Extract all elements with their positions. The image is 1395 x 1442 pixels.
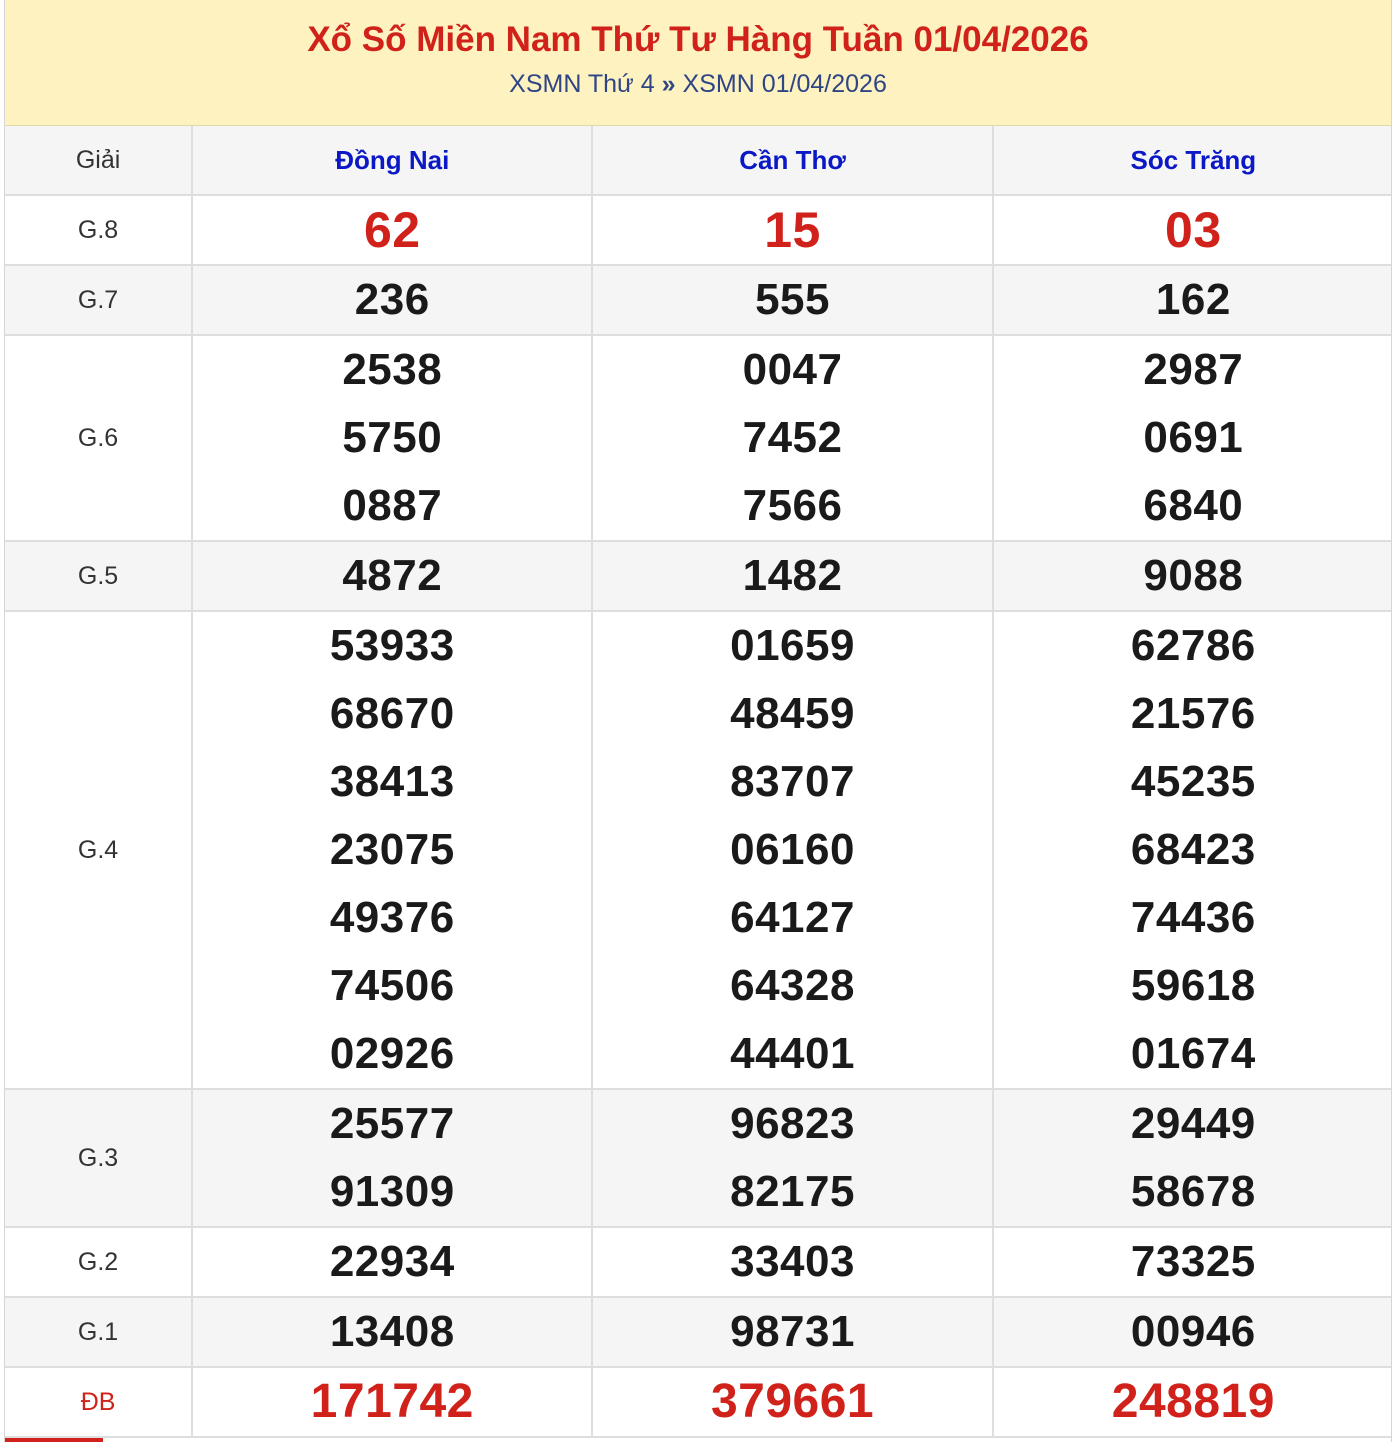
- result-number: 9088: [1143, 551, 1244, 600]
- table-row-g4: [5, 611, 1392, 1089]
- prize-label: G.4: [5, 611, 192, 1089]
- prize-label: G.1: [5, 1297, 192, 1367]
- result-number: 62: [363, 202, 421, 258]
- table-row-g2: [5, 1227, 1392, 1297]
- result-number: 6840: [1143, 481, 1244, 530]
- result-number: 236: [354, 275, 430, 324]
- result-cell: [993, 335, 1392, 541]
- result-number: 53933: [329, 621, 455, 670]
- special-prize-number: 379661: [710, 1375, 875, 1428]
- breadcrumb-separator: »: [661, 70, 676, 98]
- result-cell: [592, 1227, 992, 1297]
- result-number: 45235: [1130, 757, 1256, 806]
- result-cell: [993, 265, 1392, 335]
- prize-label: G.2: [5, 1227, 192, 1297]
- result-number: 7566: [742, 481, 843, 530]
- prize-label: G.6: [5, 335, 192, 541]
- result-cell: [993, 1089, 1392, 1227]
- result-number: 03: [1165, 202, 1222, 258]
- result-number: 96823: [730, 1099, 855, 1148]
- result-number: 22934: [329, 1237, 455, 1286]
- breadcrumb: [5, 68, 1391, 100]
- page-title: Xổ Số Miền Nam Thứ Tư Hàng Tuần 01/04/2026: [307, 20, 1089, 59]
- result-cell: [192, 335, 592, 541]
- result-cell: [993, 1227, 1392, 1297]
- result-number: 15: [764, 202, 821, 258]
- result-number: 0887: [342, 481, 443, 530]
- result-number: 0047: [742, 345, 843, 394]
- result-number: 25577: [329, 1099, 455, 1148]
- table-row-special: [5, 1367, 1392, 1437]
- bottom-accent-bar: [5, 1438, 103, 1442]
- breadcrumb-link-date[interactable]: XSMN 01/04/2026: [682, 70, 887, 98]
- result-cell: [592, 1089, 992, 1227]
- special-prize-number: 171742: [310, 1375, 474, 1428]
- results-frame: [4, 0, 1392, 1442]
- result-number: 21576: [1130, 689, 1256, 738]
- result-number: 64127: [730, 893, 855, 942]
- column-header-prize: Giải: [5, 126, 192, 195]
- result-number: 44401: [730, 1029, 855, 1078]
- result-number: 74506: [329, 961, 455, 1010]
- result-number: 82175: [730, 1167, 855, 1216]
- result-number: 00946: [1130, 1307, 1256, 1356]
- result-cell: [192, 1367, 592, 1437]
- result-number: 13408: [329, 1307, 455, 1356]
- result-cell: [592, 335, 992, 541]
- result-number: 49376: [329, 893, 455, 942]
- table-row-g5: [5, 541, 1392, 611]
- table-row-g1: [5, 1297, 1392, 1367]
- special-prize-number: 248819: [1111, 1375, 1275, 1428]
- prize-label: G.5: [5, 541, 192, 611]
- prize-label: G.7: [5, 265, 192, 335]
- prize-label: G.3: [5, 1089, 192, 1227]
- results-table: [5, 126, 1392, 1438]
- results-header: [5, 0, 1391, 126]
- result-number: 98731: [730, 1307, 855, 1356]
- table-row-g3: [5, 1089, 1392, 1227]
- result-number: 74436: [1130, 893, 1256, 942]
- result-number: 06160: [730, 825, 855, 874]
- result-number: 1482: [742, 551, 843, 600]
- result-cell: [993, 541, 1392, 611]
- prize-label-special: ĐB: [5, 1367, 192, 1437]
- result-number: 4872: [342, 551, 443, 600]
- result-number: 5750: [342, 413, 443, 462]
- result-cell: [592, 1367, 992, 1437]
- column-header-province[interactable]: Cần Thơ: [592, 126, 992, 195]
- result-number: 2538: [342, 345, 443, 394]
- result-number: 48459: [730, 689, 855, 738]
- result-number: 01659: [730, 621, 855, 670]
- table-header-row: [5, 126, 1392, 195]
- result-number: 68670: [329, 689, 455, 738]
- result-number: 62786: [1130, 621, 1256, 670]
- result-cell: [192, 1227, 592, 1297]
- table-row-g7: [5, 265, 1392, 335]
- result-number: 59618: [1130, 961, 1256, 1010]
- result-cell: [192, 611, 592, 1089]
- result-number: 29449: [1130, 1099, 1256, 1148]
- column-header-province[interactable]: Đồng Nai: [192, 126, 592, 195]
- result-number: 7452: [742, 413, 843, 462]
- result-number: 83707: [730, 757, 855, 806]
- result-cell: [993, 1297, 1392, 1367]
- result-number: 02926: [329, 1029, 455, 1078]
- result-number: 01674: [1130, 1029, 1256, 1078]
- result-cell: [592, 611, 992, 1089]
- result-number: 33403: [730, 1237, 855, 1286]
- result-number: 162: [1155, 275, 1231, 324]
- result-cell: [993, 195, 1392, 265]
- result-number: 23075: [329, 825, 455, 874]
- result-cell: [192, 265, 592, 335]
- table-row-g8: [5, 195, 1392, 265]
- result-number: 58678: [1130, 1167, 1256, 1216]
- result-number: 2987: [1143, 345, 1244, 394]
- result-number: 68423: [1130, 825, 1256, 874]
- result-number: 0691: [1143, 413, 1244, 462]
- result-cell: [993, 1367, 1392, 1437]
- result-cell: [592, 265, 992, 335]
- breadcrumb-link-weekday[interactable]: XSMN Thứ 4: [509, 70, 655, 98]
- result-cell: [993, 611, 1392, 1089]
- result-cell: [592, 1297, 992, 1367]
- result-number: 38413: [329, 757, 455, 806]
- result-number: 91309: [329, 1167, 455, 1216]
- column-header-province[interactable]: Sóc Trăng: [993, 126, 1392, 195]
- result-number: 64328: [730, 961, 855, 1010]
- result-number: 555: [755, 275, 830, 324]
- result-cell: [592, 541, 992, 611]
- result-cell: [592, 195, 992, 265]
- result-number: 73325: [1130, 1237, 1256, 1286]
- result-cell: [192, 195, 592, 265]
- result-cell: [192, 1089, 592, 1227]
- result-cell: [192, 541, 592, 611]
- prize-label: G.8: [5, 195, 192, 265]
- table-row-g6: [5, 335, 1392, 541]
- result-cell: [192, 1297, 592, 1367]
